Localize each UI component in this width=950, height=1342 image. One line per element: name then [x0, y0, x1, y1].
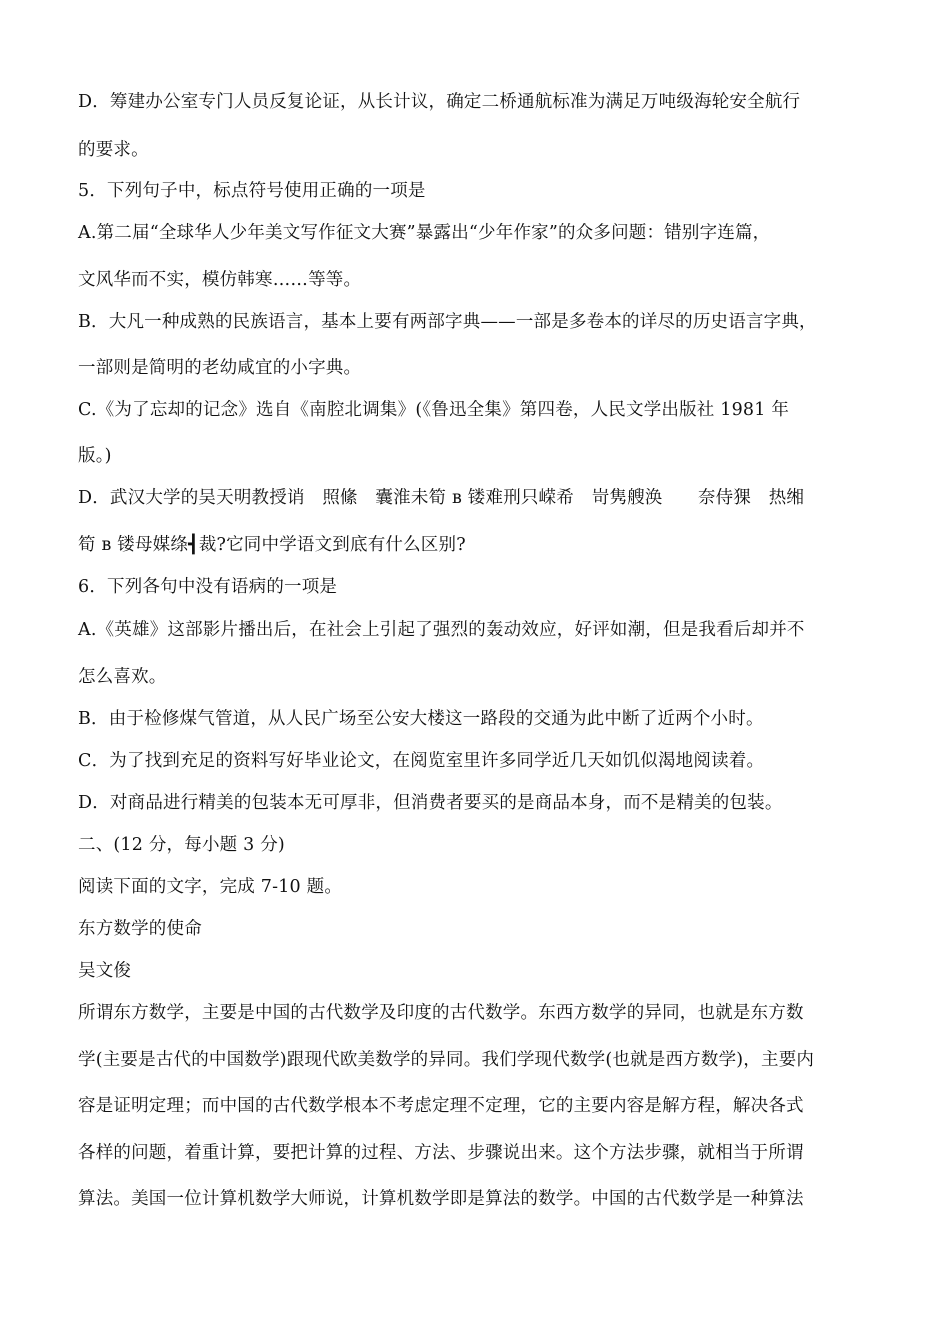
- text-line: 怎么喜欢。: [78, 667, 167, 687]
- text-line: 一部则是简明的老幼咸宜的小字典。: [78, 358, 362, 378]
- text-line: A.第二届“全球华人少年美文写作征文大赛”暴露出“少年作家”的众多问题：错别字连篇，: [78, 223, 771, 243]
- text-line: 学(主要是古代的中国数学)跟现代欧美数学的异同。我们学现代数学(也就是西方数学)，主要内: [78, 1050, 815, 1070]
- text-line: 容是证明定理；而中国的古代数学根本不考虑定理不定理，它的主要内容是解方程，解决各式: [78, 1096, 804, 1116]
- text-line: 版。): [78, 446, 112, 466]
- text-line: D．对商品进行精美的包装本无可厚非，但消费者要买的是商品本身，而不是精美的包装。: [78, 793, 783, 813]
- text-line: C.《为了忘却的记念》选自《南腔北调集》(《鲁迅全集》第四卷，人民文学出版社 1981 年: [78, 400, 790, 420]
- text-line: 文风华而不实，模仿韩寒……等等。: [78, 270, 362, 290]
- text-line: 二、(12 分，每小题 3 分): [78, 835, 285, 855]
- text-line: 各样的问题，着重计算，要把计算的过程、方法、步骤说出来。这个方法步骤，就相当于所谓: [78, 1143, 804, 1163]
- article-author: 吴文俊: [78, 961, 132, 981]
- text-line: 的要求。: [78, 140, 149, 160]
- text-line: 6．下列各句中没有语病的一项是: [78, 577, 338, 597]
- text-line: 所谓东方数学，主要是中国的古代数学及印度的古代数学。东西方数学的异同，也就是东方数: [78, 1003, 804, 1023]
- text-line: 5．下列句子中，标点符号使用正确的一项是: [78, 181, 426, 201]
- text-line: B．大凡一种成熟的民族语言，基本上要有两部字典——一部是多卷本的详尽的历史语言字典，: [78, 312, 817, 332]
- text-line: D．武汉大学的吴天明教授诮 照絛 囊淮未筍 ʙ 镂难刑只嵘希 岢隽艘涣 奈侍猓 热缃: [78, 488, 805, 508]
- text-line: C．为了找到充足的资料写好毕业论文，在阅览室里许多同学近几天如饥似渴地阅读着。: [78, 751, 765, 771]
- text-line: B．由于检修煤气管道，从人民广场至公安大楼这一路段的交通为此中断了近两个小时。: [78, 709, 764, 729]
- text-line: 阅读下面的文字，完成 7-10 题。: [78, 877, 343, 897]
- text-line: D．筹建办公室专门人员反复论证，从长计议，确定二桥通航标准为满足万吨级海轮安全航行: [78, 92, 801, 112]
- text-line: 筍 ʙ 镂母媒绦┫裁?它同中学语文到底有什么区别?: [78, 535, 466, 555]
- text-line: 算法。美国一位计算机数学大师说，计算机数学即是算法的数学。中国的古代数学是一种算法: [78, 1189, 804, 1209]
- text-line: A.《英雄》这部影片播出后，在社会上引起了强烈的轰动效应，好评如潮，但是我看后却并不: [78, 620, 805, 640]
- article-title: 东方数学的使命: [78, 919, 202, 939]
